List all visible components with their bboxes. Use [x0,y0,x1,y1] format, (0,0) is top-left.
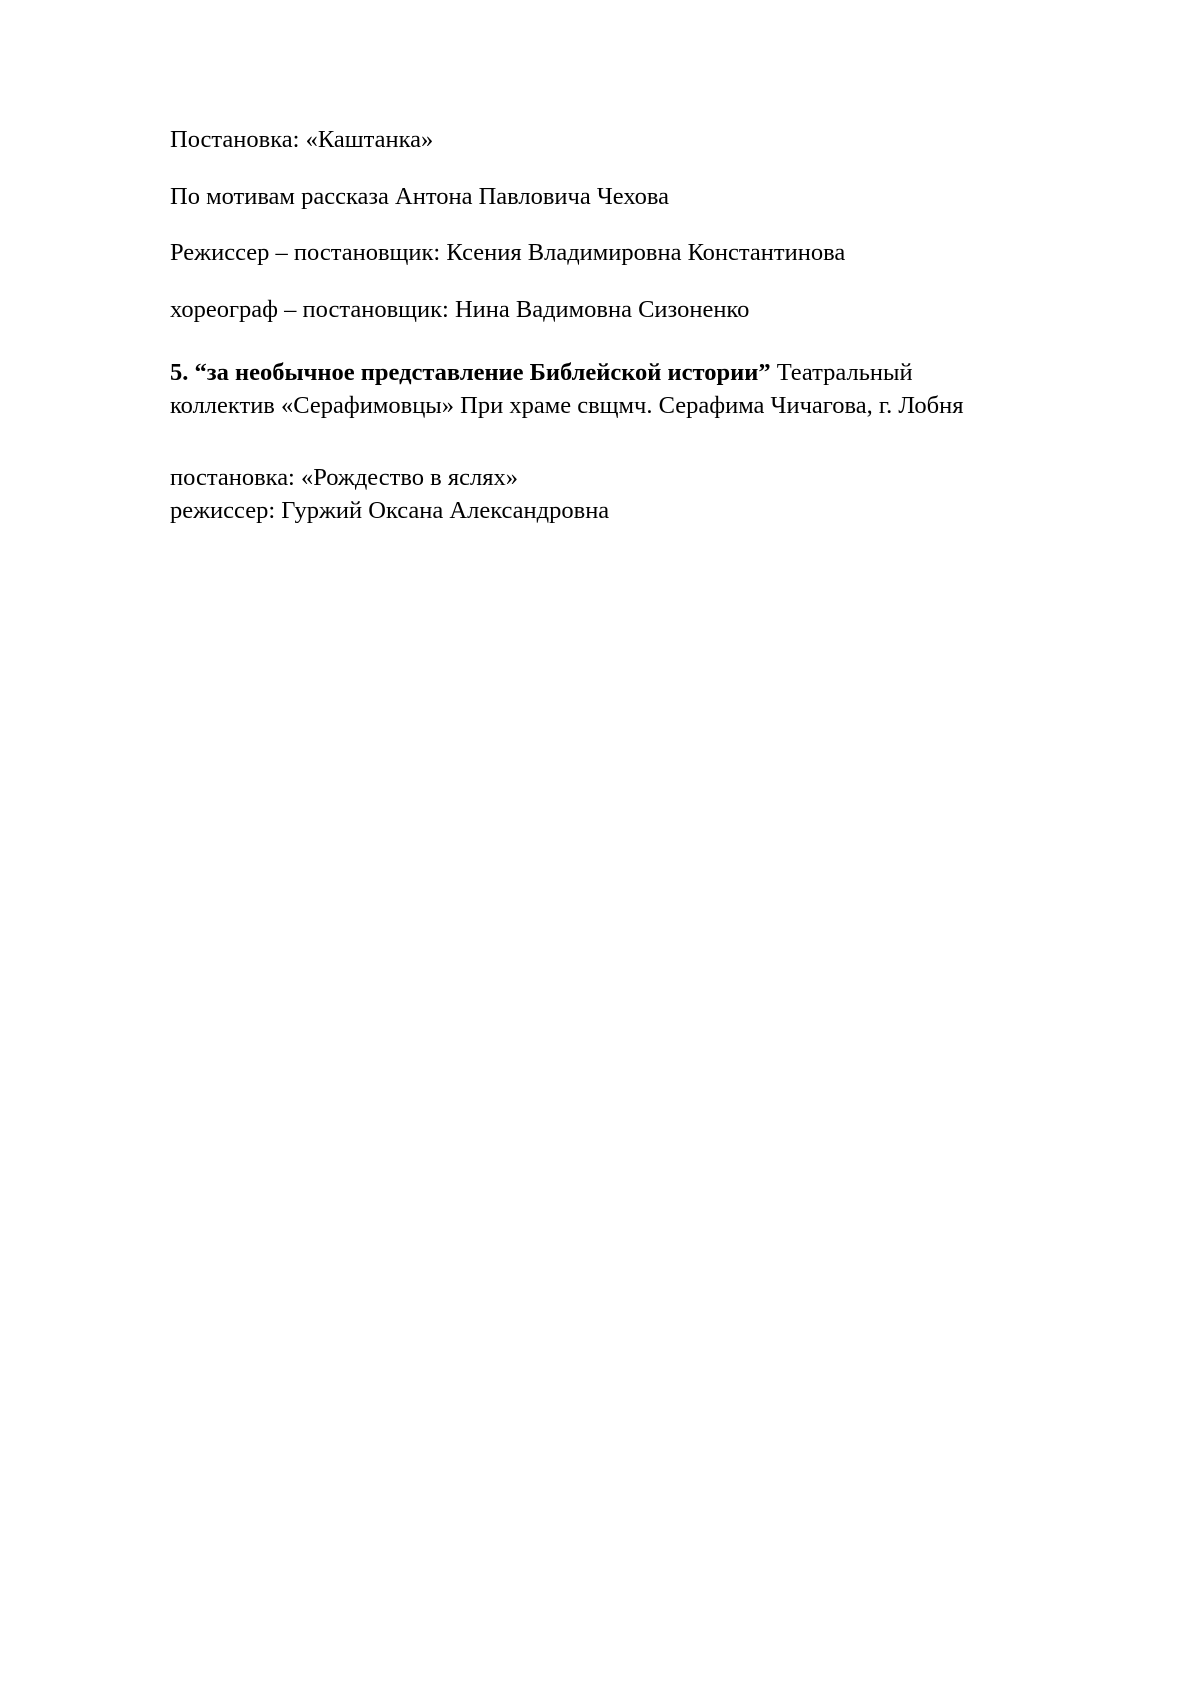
director-line: Режиссер – постановщик: Ксения Владимировна Константинова [170,239,846,266]
production-title-line: Постановка: «Каштанка» [170,126,434,153]
director-line-2: режиссер: Гуржий Оксана Александровна [170,497,610,524]
production-line-2: постановка: «Рождество в яслях» [170,464,518,491]
award-5-heading: 5. “за необычное представление Библейской истории” [170,359,771,386]
award-5-first-line [170,356,913,389]
award-5-second-line: коллектив «Серафимовцы» При храме свщмч. Серафима Чичагова, г. Лобня [170,392,964,419]
choreographer-line: хореограф – постановщик: Нина Вадимовна Сизоненко [170,296,750,323]
award-5-first-line-rest: Театральный [770,359,913,386]
source-story-line: По мотивам рассказа Антона Павловича Чехова [170,183,670,210]
